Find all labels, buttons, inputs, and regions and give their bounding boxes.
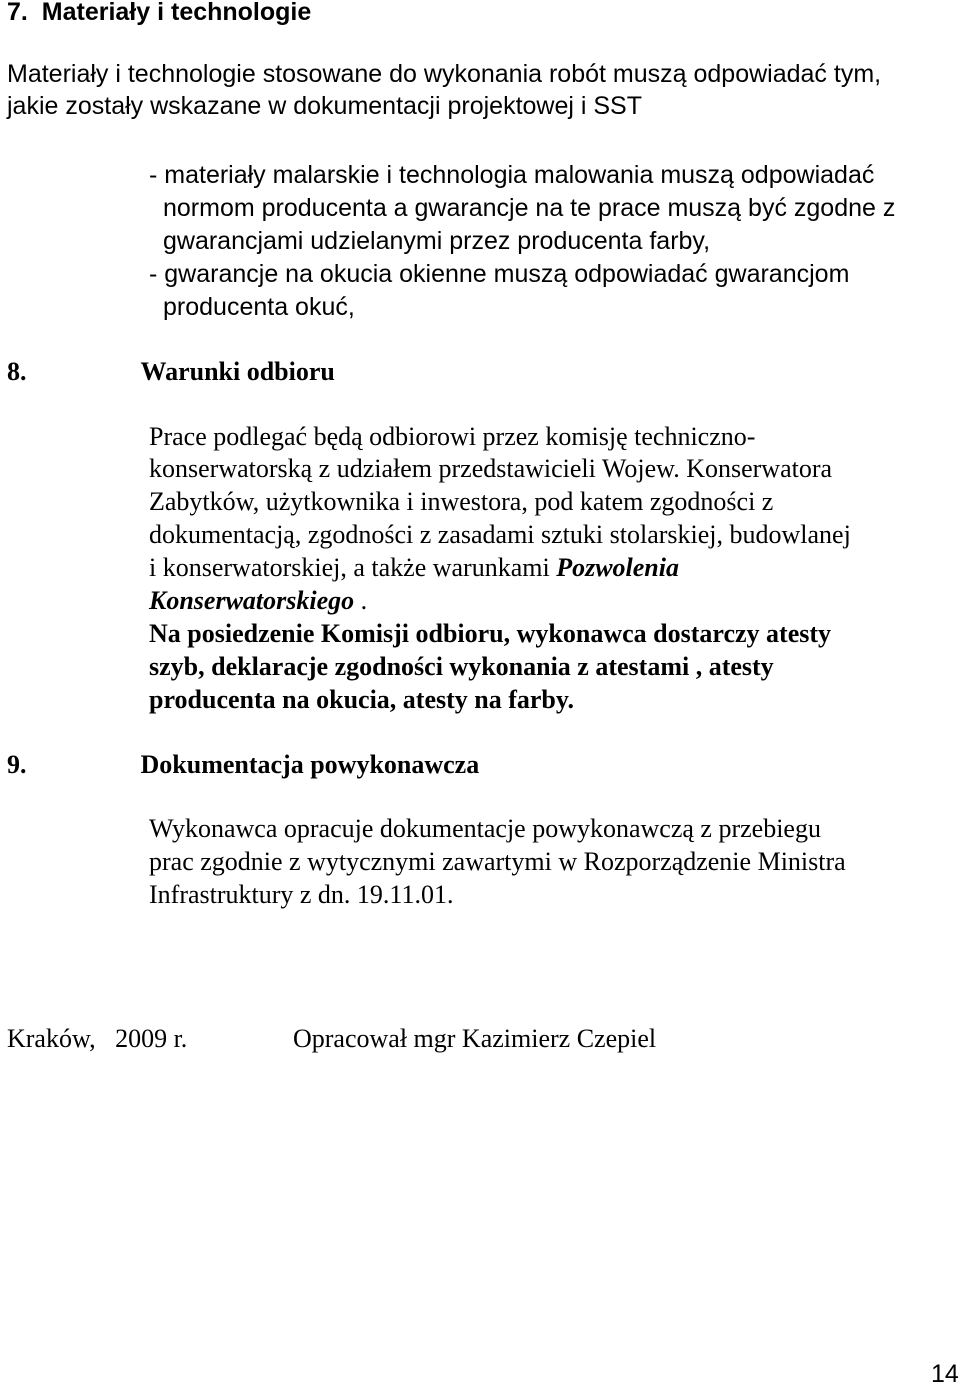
permit-term-2: Konserwatorskiego <box>149 586 355 615</box>
section-8-line-6 <box>149 588 367 614</box>
page-number: 14 <box>931 1360 959 1388</box>
section-8-line-2: konserwatorską z udziałem przedstawicieli Wojew. Konserwatora <box>149 454 833 483</box>
section-9-line-2: prac zgodnie z wytycznymi zawartymi w Rozporządzenie Ministra <box>149 847 846 876</box>
section-8-line-6-end: . <box>360 586 368 615</box>
section-7-item-line-2: normom producenta a gwarancje na te prace muszą być zgodne z <box>163 194 896 222</box>
section-7-title: Materiały i technologie <box>41 0 312 26</box>
section-7-number: 7. <box>7 0 28 26</box>
section-7-item-line-3: gwarancjami udzielanymi przez producenta farby, <box>163 227 711 255</box>
section-9-heading <box>7 752 479 778</box>
section-7-item-line-5: producenta okuć, <box>163 293 355 321</box>
section-8-number: 8. <box>7 357 27 386</box>
section-9-number: 9. <box>7 750 27 779</box>
section-7-heading <box>7 0 311 25</box>
section-9-line-1: Wykonawca opracuje dokumentacje powykonawczą z przebiegu <box>149 814 821 843</box>
section-8-line-3: Zabytków, użytkownika i inwestora, pod katem zgodności z <box>149 487 774 516</box>
place-date: Kraków, 2009 r. <box>7 1024 188 1053</box>
author-signature: Opracował mgr Kazimierz Czepiel <box>293 1024 657 1053</box>
section-7-item-line-4: - gwarancje na okucia okienne muszą odpowiadać gwarancjom <box>149 260 850 288</box>
section-8-line-5-text: i konserwatorskiej, a także warunkami <box>149 553 557 582</box>
permit-term-1: Pozwolenia <box>556 553 679 582</box>
section-7-item-line-1: - materiały malarskie i technologia malowania muszą odpowiadać <box>149 161 875 189</box>
section-8-line-1: Prace podlegać będą odbiorowi przez komisję techniczno- <box>149 422 756 451</box>
section-8-heading <box>7 359 335 385</box>
section-7-intro-line-2: jakie zostały wskazane w dokumentacji projektowej i SST <box>7 92 642 120</box>
section-9-line-3: Infrastruktury z dn. 19.11.01. <box>149 880 454 909</box>
section-8-bold-line-3: producenta na okucia, atesty na farby. <box>149 685 574 714</box>
section-9-title: Dokumentacja powykonawcza <box>140 750 480 779</box>
section-8-line-4: dokumentacją, zgodności z zasadami sztuki stolarskiej, budowlanej <box>149 520 851 549</box>
section-7-intro-line-1: Materiały i technologie stosowane do wykonania robót muszą odpowiadać tym, <box>7 60 882 88</box>
section-8-bold-line-1: Na posiedzenie Komisji odbioru, wykonawca dostarczy atesty <box>149 619 832 648</box>
section-8-title: Warunki odbioru <box>140 357 335 386</box>
section-8-bold-line-2: szyb, deklaracje zgodności wykonania z atestami , atesty <box>149 652 774 681</box>
section-8-line-5 <box>149 555 679 581</box>
